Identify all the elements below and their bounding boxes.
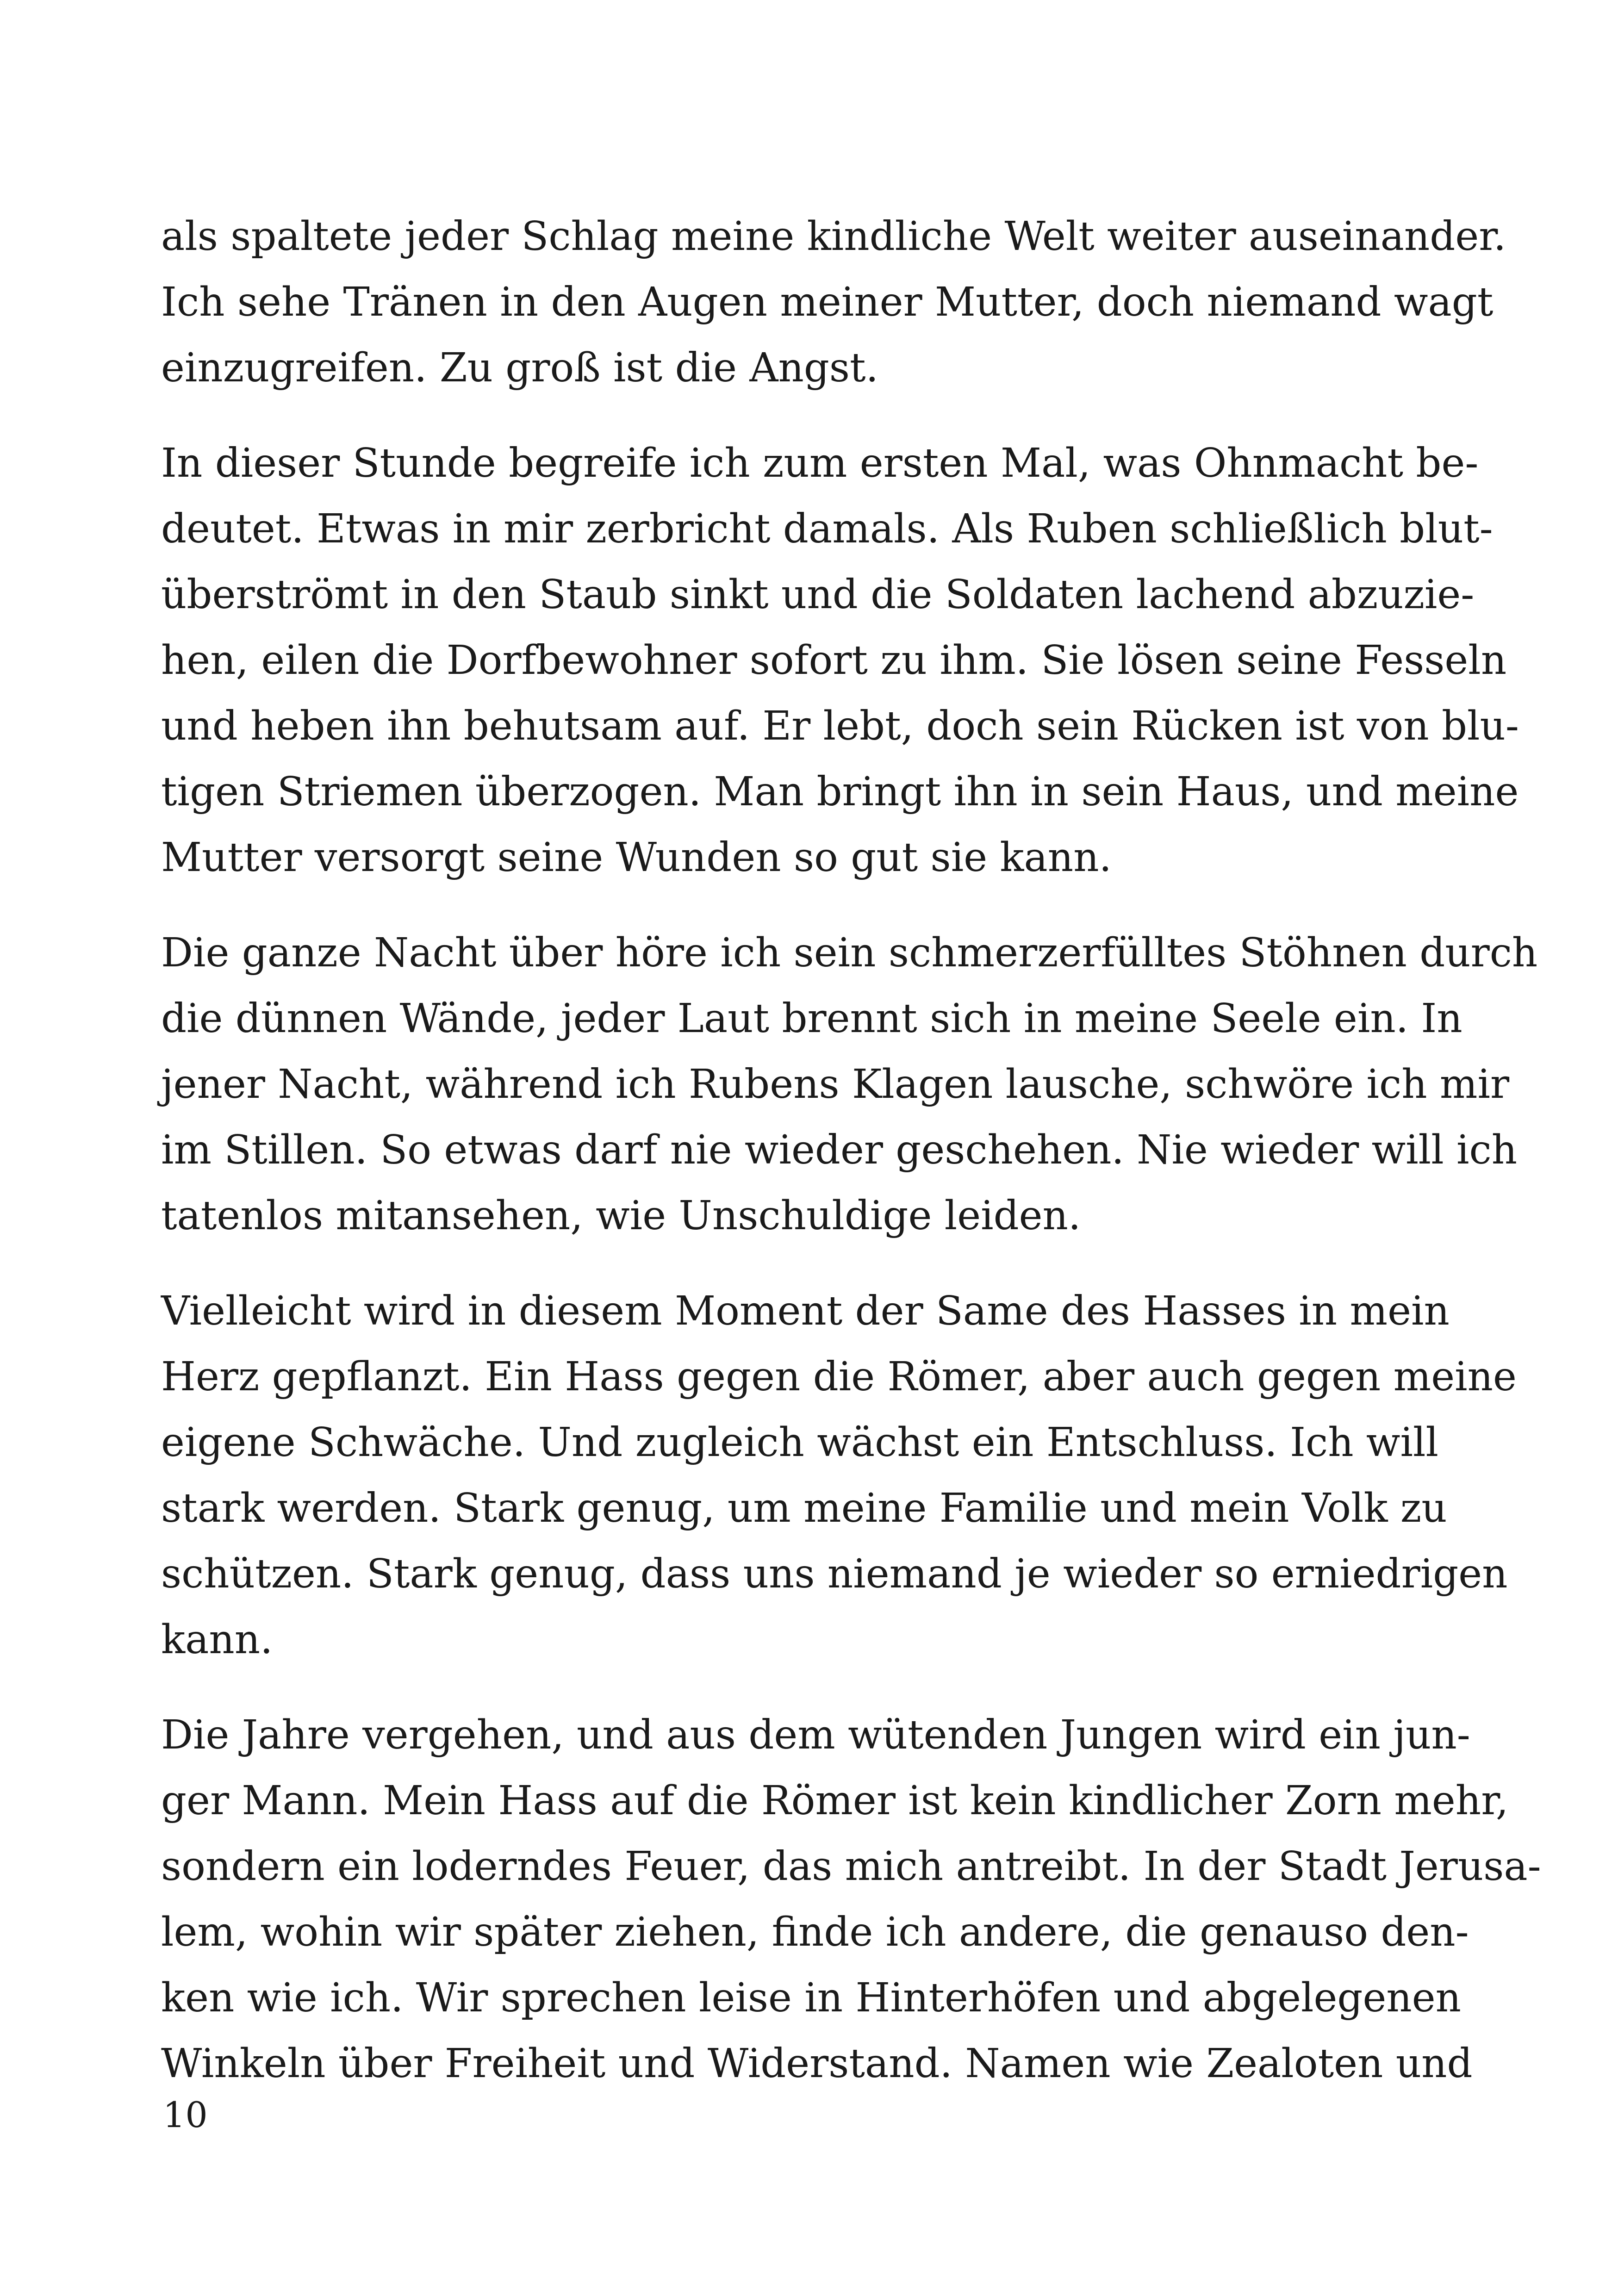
text-line: als spaltete jeder Schlag meine kindliche Welt weiter auseinander. — [161, 213, 1506, 260]
text-line: einzugreifen. Zu groß ist die Angst. — [161, 345, 878, 391]
text-line: tatenlos mitansehen, wie Unschuldige leiden. — [161, 1193, 1081, 1239]
text-line: Die ganze Nacht über höre ich sein schmerzerfülltes Stöhnen durch — [161, 930, 1538, 976]
text-line: schützen. Stark genug, dass uns niemand je wieder so erniedrigen — [161, 1551, 1508, 1597]
text-line: die dünnen Wände, jeder Laut brennt sich in meine Seele ein. In — [161, 996, 1462, 1042]
text-line: jener Nacht, während ich Rubens Klagen lausche, schwöre ich mir — [161, 1061, 1510, 1108]
paragraph-5 — [161, 1702, 1541, 2097]
paragraph-3 — [161, 920, 1538, 1249]
text-line: im Stillen. So etwas darf nie wieder geschehen. Nie wieder will ich — [161, 1127, 1518, 1173]
paragraph-2 — [161, 430, 1519, 890]
text-line: tigen Striemen überzogen. Man bringt ihn in sein Haus, und meine — [161, 769, 1519, 815]
text-line: lem, wohin wir später ziehen, finde ich andere, die genauso den- — [161, 1909, 1469, 1955]
page-number: 10 — [163, 2094, 208, 2135]
text-line: kann. — [161, 1617, 273, 1663]
text-line: In dieser Stunde begreife ich zum ersten Mal, was Ohnmacht be- — [161, 440, 1479, 486]
text-line: eigene Schwäche. Und zugleich wächst ein Entschluss. Ich will — [161, 1419, 1439, 1466]
body-text — [161, 204, 1541, 2126]
paragraph-1 — [161, 204, 1506, 401]
text-line: ger Mann. Mein Hass auf die Römer ist kein kindlicher Zorn mehr, — [161, 1778, 1509, 1824]
text-line: sondern ein loderndes Feuer, das mich antreibt. In der Stadt Jerusa- — [161, 1843, 1541, 1890]
text-line: deutet. Etwas in mir zerbricht damals. Als Ruben schließlich blut- — [161, 506, 1493, 552]
text-line: ken wie ich. Wir sprechen leise in Hinterhöfen und abgelegenen — [161, 1975, 1462, 2021]
text-line: Herz gepflanzt. Ein Hass gegen die Römer, aber auch gegen meine — [161, 1354, 1517, 1400]
text-line: Ich sehe Tränen in den Augen meiner Mutter, doch niemand wagt — [161, 279, 1494, 325]
text-line: stark werden. Stark genug, um meine Familie und mein Volk zu — [161, 1485, 1447, 1531]
text-line: Die Jahre vergehen, und aus dem wütenden Jungen wird ein jun- — [161, 1712, 1470, 1758]
text-line: Winkeln über Freiheit und Widerstand. Namen wie Zealoten und — [161, 2041, 1473, 2087]
text-line: und heben ihn behutsam auf. Er lebt, doch sein Rücken ist von blu- — [161, 703, 1519, 749]
text-line: hen, eilen die Dorfbewohner sofort zu ihm. Sie lösen seine Fesseln — [161, 637, 1507, 684]
text-line: Mutter versorgt seine Wunden so gut sie kann. — [161, 834, 1112, 881]
paragraph-4 — [161, 1278, 1517, 1673]
text-line: überströmt in den Staub sinkt und die Soldaten lachend abzuzie- — [161, 572, 1475, 618]
text-line: Vielleicht wird in diesem Moment der Same des Hasses in mein — [161, 1288, 1450, 1334]
